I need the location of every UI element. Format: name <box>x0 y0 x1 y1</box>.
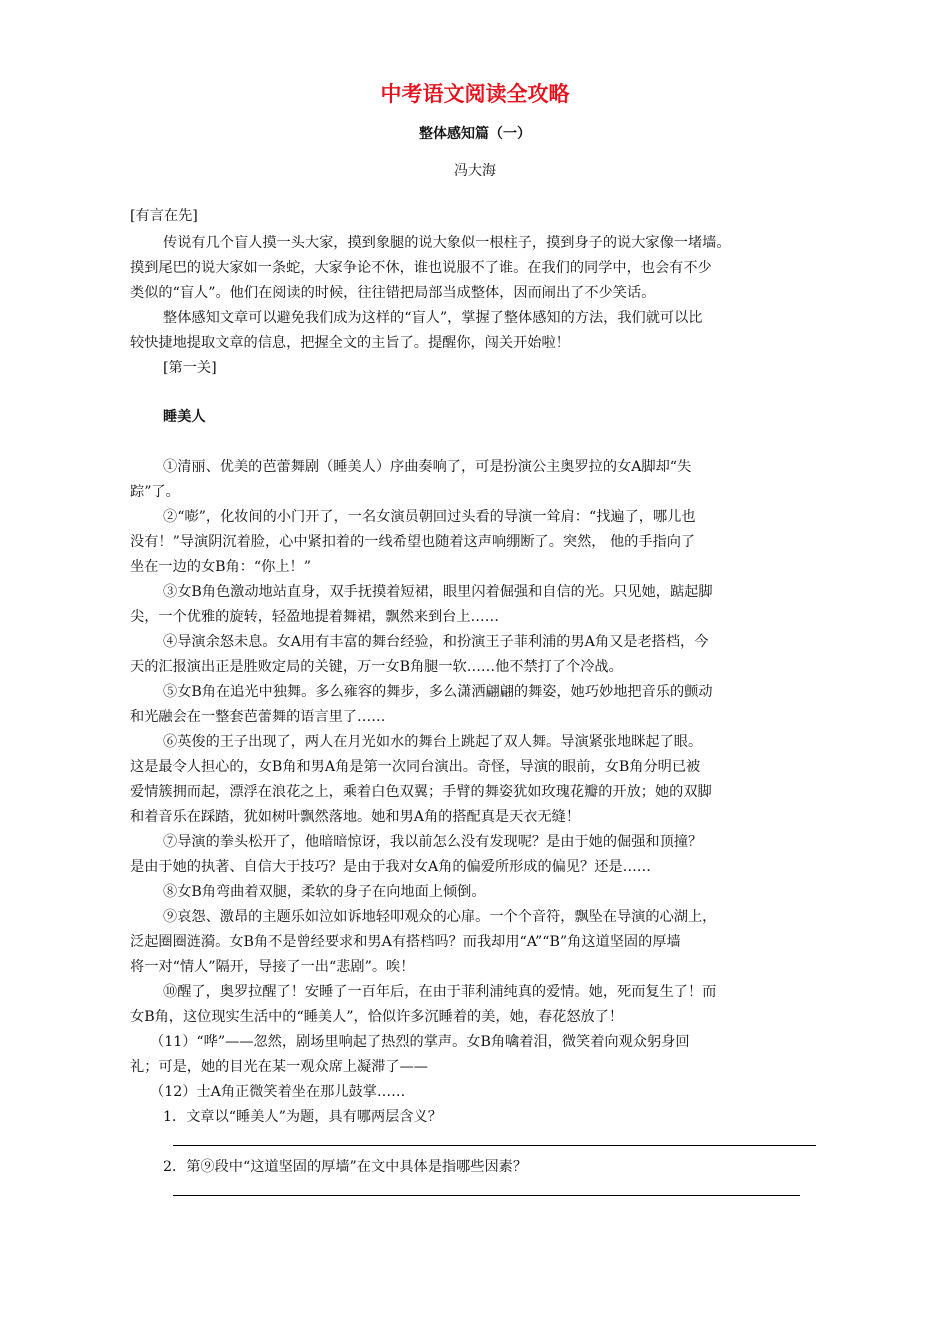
story-line: 没有！”导演阴沉着脸，心中紧扣着的一线希望也随着这声响绷断了。突然， 他的手指向了 <box>130 534 696 550</box>
story-line: 将一对“情人”隔开，导接了一出“悲剧”。唉！ <box>130 959 415 975</box>
story-line: 天的汇报演出正是胜败定局的关键，万一女B角腿一软……他不禁打了个冷战。 <box>130 659 623 675</box>
story-line: 女B角，这位现实生活中的“睡美人”，恰似许多沉睡着的美，她，春花怒放了！ <box>130 1009 624 1025</box>
document-title: 中考语文阅读全攻略 <box>380 82 570 106</box>
story-line: ⑥英俊的王子出现了，两人在月光如水的舞台上跳起了双人舞。导演紧张地眯起了眼。 <box>163 734 703 750</box>
author-name: 冯大海 <box>454 163 496 179</box>
story-line: （12）士A角正微笑着坐在那儿鼓掌…… <box>150 1084 406 1100</box>
document-subtitle: 整体感知篇（一） <box>419 126 531 142</box>
answer-line-1 <box>173 1145 816 1146</box>
story-line: ①清丽、优美的芭蕾舞剧（睡美人）序曲奏响了，可是扮演公主奥罗拉的女A脚却“失 <box>163 459 692 475</box>
story-line: 爱情簇拥而起，漂浮在浪花之上，乘着白色双翼；手臂的舞姿犹如玫瑰花瓣的开放；她的双脚 <box>130 784 712 800</box>
question-2: 2．第⑨段中“这道坚固的厚墙”在文中具体是指哪些因素？ <box>163 1159 528 1175</box>
story-line: 和光融会在一整套芭蕾舞的语言里了…… <box>130 709 386 725</box>
story-line: ⑧女B角弯曲着双腿，柔软的身子在向地面上倾倒。 <box>163 884 486 900</box>
intro-heading: [有言在先] <box>130 208 198 224</box>
story-line: 踪”了。 <box>130 484 180 500</box>
story-line: ⑩醒了，奥罗拉醒了！安睡了一百年后，在由于菲利浦纯真的爱情。她，死而复生了！而 <box>163 984 717 1000</box>
story-line: 和着音乐在踩踏，犹如树叶飘然落地。她和男A角的搭配真是天衣无缝！ <box>130 809 581 825</box>
story-line: ⑤女B角在追光中独舞。多么雍容的舞步，多么潇洒翩翩的舞姿，她巧妙地把音乐的颤动 <box>163 684 713 700</box>
story-line: ③女B角色激动地站直身，双手抚摸着短裙，眼里闪着倔强和自信的光。只见她，踮起脚 <box>163 584 713 600</box>
question-1: 1．文章以“睡美人”为题，具有哪两层含义？ <box>163 1109 442 1125</box>
intro-paragraph-line: 较快捷地提取文章的信息，把握全文的主旨了。提醒你，闯关开始啦！ <box>130 335 570 351</box>
level-heading: [第一关] <box>163 360 217 376</box>
intro-paragraph-line: 类似的“盲人”。他们在阅读的时候，往往错把局部当成整体，因而闹出了不少笑话。 <box>130 285 656 301</box>
story-line: 礼；可是，她的目光在某一观众席上凝滞了—— <box>130 1059 428 1075</box>
story-title: 睡美人 <box>163 409 206 425</box>
intro-paragraph-line: 整体感知文章可以避免我们成为这样的“盲人”，掌握了整体感知的方法，我们就可以比 <box>163 310 703 326</box>
intro-paragraph-line: 摸到尾巴的说大家如一条蛇，大家争论不休，谁也说服不了谁。在我们的同学中，也会有不少 <box>130 260 712 276</box>
story-line: （11）“哗”——忽然，剧场里响起了热烈的掌声。女B角噙着泪，微笑着向观众躬身回 <box>150 1034 690 1050</box>
story-line: ⑨哀怨、激昂的主题乐如泣如诉地轻叩观众的心扉。一个个音符，飘坠在导演的心湖上， <box>163 909 717 925</box>
story-line: 泛起圈圈涟漪。女B角不是曾经要求和男A有搭档吗？而我却用“A”“B”角这道坚固的厚墙 <box>130 934 681 950</box>
story-line: 是由于她的执著、自信大于技巧？是由于我对女A角的偏爱所形成的偏见？还是…… <box>130 859 651 875</box>
answer-line-2 <box>173 1195 800 1196</box>
story-line: 尖，一个优雅的旋转，轻盈地提着舞裙，飘然来到台上…… <box>130 609 499 625</box>
story-line: 坐在一边的女B角：“你上！” <box>130 559 311 575</box>
intro-paragraph-line: 传说有几个盲人摸一头大家，摸到象腿的说大象似一根柱子，摸到身子的说大家像一堵墙。 <box>163 235 731 251</box>
story-line: ②“嘭”，化妆间的小门开了，一名女演员朝回过头看的导演一耸肩：“找遍了，哪儿也 <box>163 509 696 525</box>
story-line: ⑦导演的拳头松开了，他暗暗惊讶，我以前怎么没有发现呢？是由于她的倔强和顶撞？ <box>163 834 703 850</box>
story-line: 这是最令人担心的，女B角和男A角是第一次同台演出。奇怪，导演的眼前，女B角分明已被 <box>130 759 701 775</box>
story-line: ④导演余怒未息。女A用有丰富的舞台经验，和扮演王子菲利浦的男A角又是老搭档，今 <box>163 634 709 650</box>
